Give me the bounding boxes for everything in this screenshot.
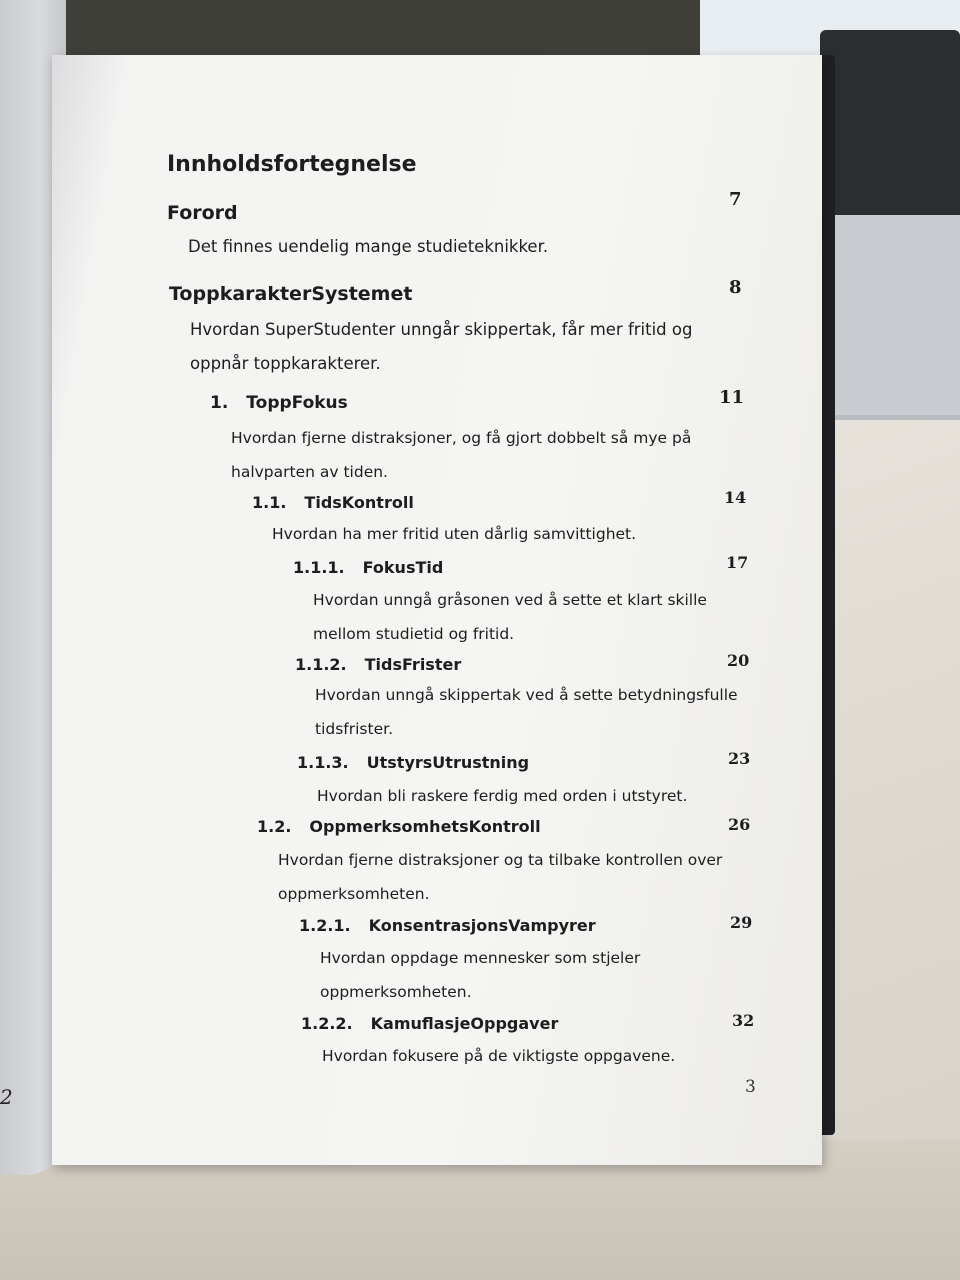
entry-number: 1.1.1. [293, 558, 345, 577]
toc-entry-title[interactable] [169, 283, 412, 305]
entry-page: 11 [719, 387, 745, 408]
entry-number: 1.1.3. [297, 753, 349, 772]
background-dark-object [820, 30, 960, 220]
entry-desc: Det finnes uendelig mange studieteknikker. [188, 237, 549, 256]
entry-desc: Hvordan oppdage mennesker som stjeler oppmerksomheten. [320, 949, 641, 1001]
entry-title: KamuflasjeOppgaver [370, 1014, 559, 1033]
entry-number: 1.1. [252, 493, 287, 512]
entry-desc: Hvordan fokusere på de viktigste oppgavene. [322, 1047, 676, 1065]
page-number: 3 [745, 1077, 756, 1097]
entry-page: 29 [730, 913, 753, 932]
toc-title: Innholdsfortegnelse [167, 152, 417, 177]
entry-title: FokusTid [362, 558, 444, 577]
toc-entry-title[interactable] [210, 393, 348, 413]
entry-desc: Hvordan unngå skippertak ved å sette betydningsfulle tidsfrister. [315, 686, 738, 738]
entry-desc: Hvordan fjerne distraksjoner og ta tilbake kontrollen over oppmerksomheten. [278, 851, 723, 903]
entry-page: 17 [726, 553, 749, 572]
entry-page: 14 [724, 488, 747, 507]
entry-title: KonsentrasjonsVampyrer [368, 916, 596, 935]
background-window-sill [815, 215, 960, 415]
entry-number: 1.2. [257, 817, 292, 836]
entry-page: 26 [728, 815, 751, 834]
entry-page: 8 [729, 277, 742, 298]
entry-number: 1.2.1. [299, 916, 351, 935]
toc-entry-title[interactable] [301, 1014, 558, 1033]
entry-title: TidsKontroll [304, 493, 414, 512]
entry-number: 1.2.2. [301, 1014, 353, 1033]
toc-entry-title[interactable] [297, 753, 529, 772]
entry-title: ToppFokus [246, 393, 348, 413]
entry-desc: Hvordan ha mer fritid uten dårlig samvittighet. [272, 525, 637, 543]
entry-desc: Hvordan SuperStudenter unngår skippertak, får mer fritid og oppnår toppkarakterer. [190, 320, 693, 373]
right-page [52, 55, 822, 1165]
entry-title: ToppkarakterSystemet [169, 283, 413, 305]
entry-title: OppmerksomhetsKontroll [309, 817, 541, 836]
toc-entry-title[interactable] [257, 817, 541, 836]
entry-page: 7 [729, 189, 742, 210]
toc-entry-title[interactable] [293, 558, 443, 577]
entry-number: 1.1.2. [295, 655, 347, 674]
entry-title: UtstyrsUtrustning [366, 753, 530, 772]
entry-page: 32 [732, 1011, 755, 1030]
entry-number: 1. [210, 393, 229, 413]
entry-desc: Hvordan unngå gråsonen ved å sette et klart skille mellom studietid og fritid. [313, 591, 707, 643]
entry-desc: Hvordan fjerne distraksjoner, og få gjort dobbelt så mye på halvparten av tiden. [231, 429, 692, 481]
entry-page: 20 [727, 651, 750, 670]
entry-title: Forord [167, 202, 238, 224]
toc-entry-title[interactable] [252, 493, 414, 512]
left-page-number: 2 [0, 1085, 13, 1109]
entry-desc: Hvordan bli raskere ferdig med orden i utstyret. [317, 787, 688, 805]
toc-entry-title[interactable] [299, 916, 596, 935]
entry-title: TidsFrister [364, 655, 462, 674]
toc-entry-title[interactable] [167, 202, 238, 224]
entry-page: 23 [728, 749, 751, 768]
toc-entry-title[interactable] [295, 655, 461, 674]
